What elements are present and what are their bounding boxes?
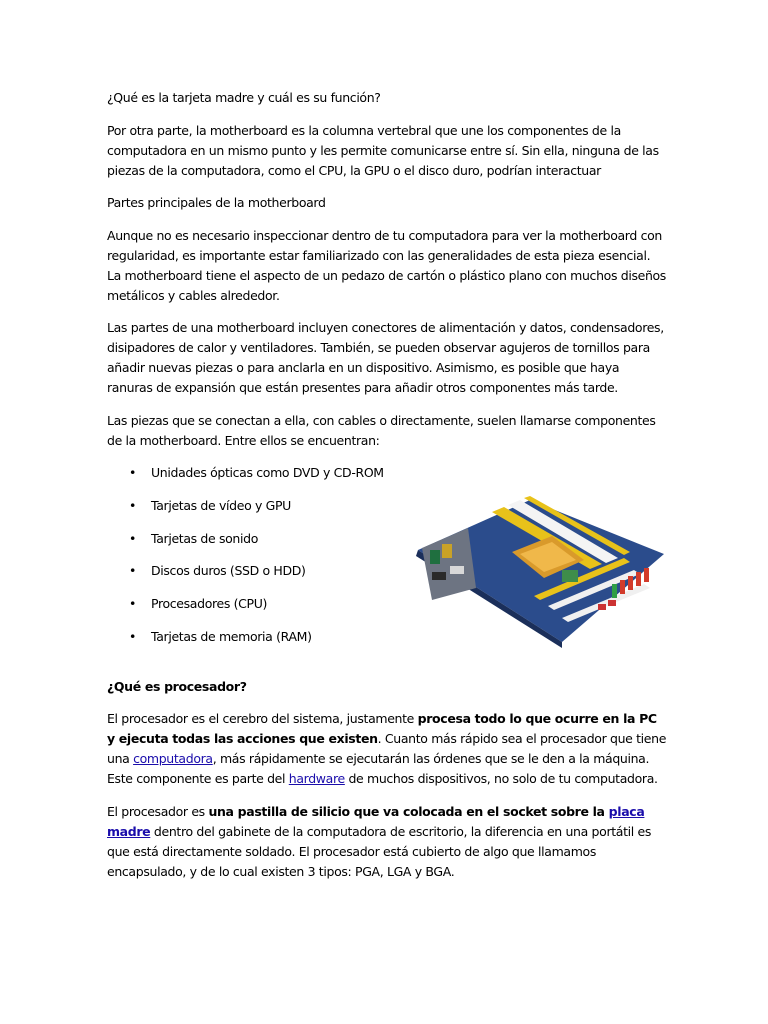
io-port <box>450 566 464 574</box>
text-run: dentro del gabinete de la computadora de escritorio, la diferencia en una portátil es que está directamente soldado. El procesador está cubierto de algo que llamamos encapsulado, y de lo cual existen 3 tipos: PGA, LGA y BGA. <box>107 823 652 879</box>
bullet-icon: • <box>129 596 137 612</box>
capacitor <box>620 580 625 594</box>
text-run: de muchos dispositivos, no solo de tu computadora. <box>344 771 658 787</box>
paragraph-components-intro: Las piezas que se conectan a ella, con cables o directamente, suelen llamarse componentes de la motherboard. Entre ellos se encuentran: <box>107 412 656 448</box>
section-title-motherboard: ¿Qué es la tarjeta madre y cuál es su función? <box>107 90 381 105</box>
sata-port <box>598 604 606 610</box>
text-run: El procesador es <box>107 803 209 819</box>
paragraph-processor-definition <box>107 709 667 789</box>
capacitor <box>628 576 633 590</box>
section-title-processor: ¿Qué es procesador? <box>107 678 247 694</box>
bullet-icon: • <box>129 628 137 644</box>
bold-text: procesa todo lo que ocurre en la PC y ejecuta todas las acciones que existen <box>107 711 657 747</box>
capacitor <box>612 584 617 598</box>
bullet-icon: • <box>129 530 137 546</box>
io-port <box>442 544 452 558</box>
list-item-text: Tarjetas de sonido <box>151 530 259 546</box>
text-run: , más rápidamente se ejecutarán las órdenes que se le den a la máquina. Este componente es parte del <box>107 751 650 787</box>
list-item-text: Unidades ópticas como DVD y CD-ROM <box>151 465 384 480</box>
section-title-parts: Partes principales de la motherboard <box>107 195 326 210</box>
capacitor <box>644 568 649 582</box>
text-run: . Cuanto más rápido sea el procesador que tiene una <box>107 731 667 767</box>
bullet-icon: • <box>129 497 137 513</box>
list-item-text: Discos duros (SSD o HDD) <box>151 563 306 579</box>
list-item-text: Tarjetas de memoria (RAM) <box>151 628 312 644</box>
list-item-text: Procesadores (CPU) <box>151 596 268 612</box>
bullet-icon: • <box>129 465 137 480</box>
capacitor <box>636 572 641 586</box>
link-computadora[interactable]: computadora <box>133 751 213 767</box>
text-run: El procesador es el cerebro del sistema, justamente <box>107 711 418 727</box>
list-item-text: Tarjetas de vídeo y GPU <box>151 497 291 513</box>
link-hardware[interactable]: hardware <box>288 771 345 787</box>
sata-port <box>608 600 616 606</box>
paragraph-processor-silicon <box>107 802 667 882</box>
io-port <box>432 572 446 580</box>
chipset <box>562 570 578 582</box>
paragraph-motherboard-appearance: Aunque no es necesario inspeccionar dentro de tu computadora para ver la motherboard con regularidad, es importante estar familiarizado con las generalidades de esta pieza esencial. La motherboard tiene el aspecto de un pedazo de cartón o plástico plano con muchos diseños metálicos y cables alrededor. <box>107 227 666 303</box>
io-port <box>430 550 440 564</box>
paragraph-motherboard-definition: Por otra parte, la motherboard es la columna vertebral que une los componentes de la computadora en un mismo punto y les permite comunicarse entre sí. Sin ella, ninguna de las piezas de la computadora, como el CPU, la GPU o el disco duro, podrían interactuar <box>107 122 659 178</box>
paragraph-motherboard-parts: Las partes de una motherboard incluyen conectores de alimentación y datos, condensadores, disipadores de calor y ventiladores. También, se pueden observar agujeros de tornillos para añadir nuevas piezas o para anclarla en un dispositivo. Asimismo, es posible que haya ranuras de expansión que están presentes para añadir otros componentes más tarde. <box>107 320 664 395</box>
motherboard-image <box>412 492 668 648</box>
bullet-icon: • <box>129 563 137 579</box>
bold-text-run: una pastilla de silicio que va colocada en el socket sobre la <box>208 803 609 819</box>
list-item <box>107 463 667 483</box>
link-placa-madre[interactable]: placa madre <box>107 803 645 839</box>
